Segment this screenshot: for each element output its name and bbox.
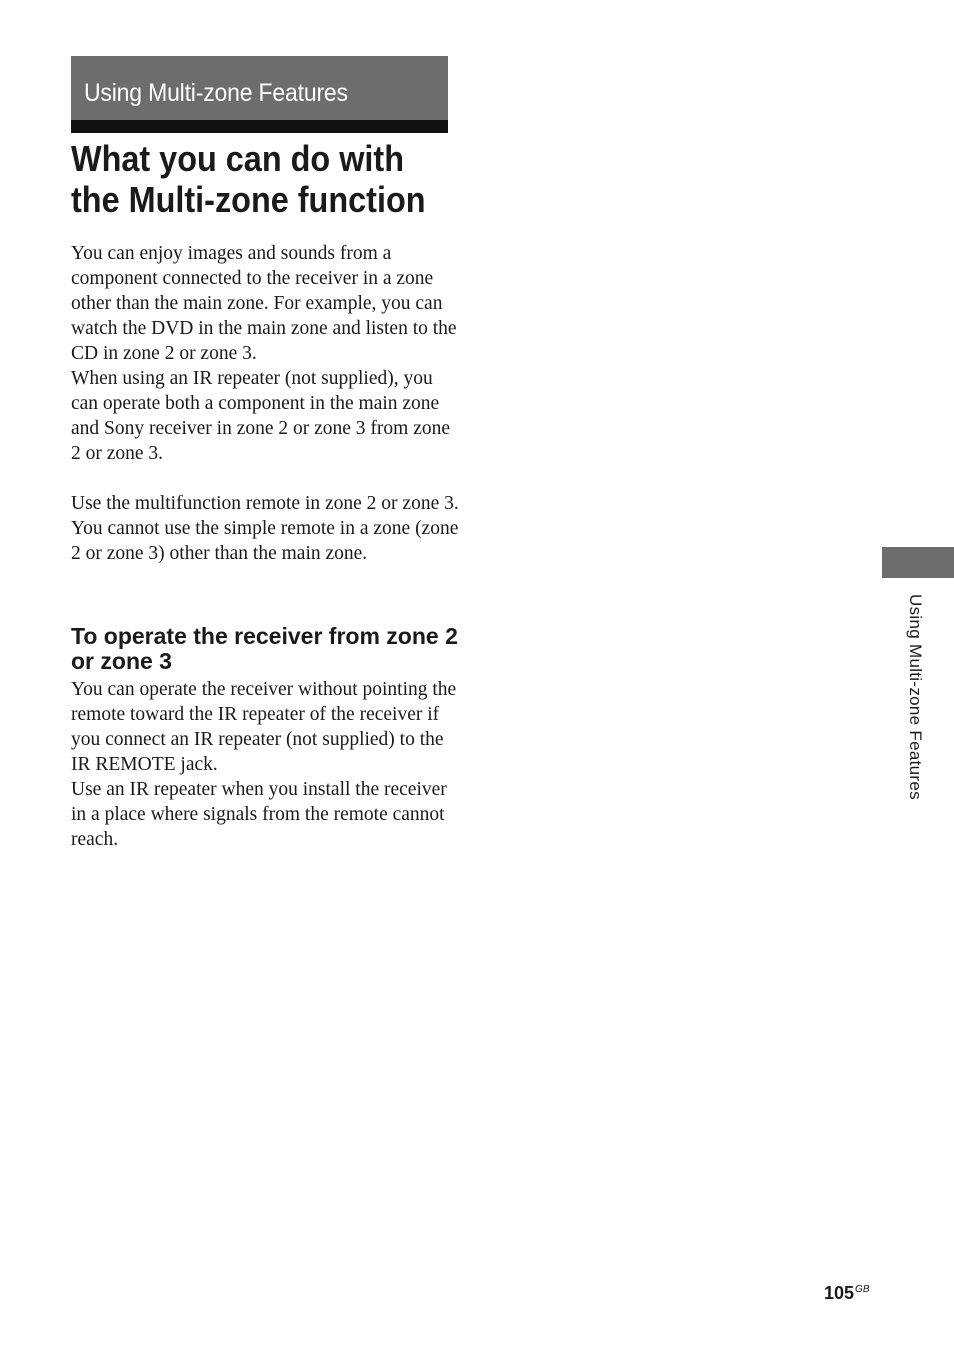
subsection-heading: To operate the receiver from zone 2 or zone 3 xyxy=(71,623,458,674)
intro-paragraph-2: When using an IR repeater (not supplied), you can operate both a component in the main zone and Sony receiver in zone 2 or zone 3 from zone 2 or zone 3. xyxy=(71,368,451,464)
banner-rule xyxy=(71,120,448,133)
intro-paragraph-1: You can enjoy images and sounds from a component connected to the receiver in a zone other than the main zone. For example, you can watch the DVD in the main zone and listen to the CD in zone 2 or zone 3. xyxy=(71,243,457,364)
section-banner-label: Using Multi-zone Features xyxy=(84,79,348,107)
subsection-paragraph-2: Use an IR repeater when you install the receiver in a place where signals from the remote cannot reach. xyxy=(71,779,447,850)
side-tab-label: Using Multi-zone Features xyxy=(906,594,925,800)
section-banner xyxy=(71,56,448,120)
intro-paragraph-3: Use the multifunction remote in zone 2 or zone 3. You cannot use the simple remote in a zone (zone 2 or zone 3) other than the main zone. xyxy=(71,493,459,564)
side-tab-marker xyxy=(882,547,954,578)
page-number-suffix: GB xyxy=(855,1284,870,1295)
page-number xyxy=(824,1283,870,1304)
page-number-value: 105 xyxy=(824,1283,855,1303)
subsection-paragraph-1: You can operate the receiver without pointing the remote toward the IR repeater of the receiver if you connect an IR repeater (not supplied) to the IR REMOTE jack. xyxy=(71,679,457,775)
page-title: What you can do with the Multi-zone function xyxy=(71,138,426,220)
